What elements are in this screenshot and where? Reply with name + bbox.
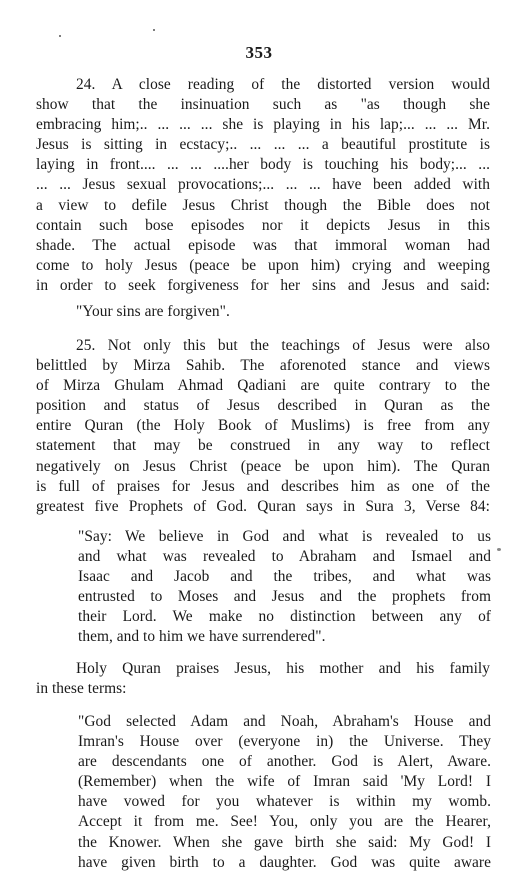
scan-speck bbox=[153, 29, 155, 31]
text-line: have vowed for you whatever is within my womb. bbox=[78, 793, 491, 811]
text-line: contain such bose episodes nor it depicts Jesus in this bbox=[36, 216, 490, 234]
quote-sura-3-verse-84 bbox=[78, 527, 491, 648]
text-line: come to holy Jesus (peace be upon him) crying and weeping bbox=[36, 256, 490, 274]
text-line: 25. Not only this but the teachings of Jesus were also bbox=[76, 337, 490, 354]
text-line: entire Quran (the Holy Book of Muslims) is free from any bbox=[36, 417, 490, 435]
paragraph-praise bbox=[36, 659, 490, 699]
text-line: of Mirza Ghulam Ahmad Qadiani are quite contrary to the bbox=[36, 377, 490, 395]
text-line: Isaac and Jacob and the tribes, and what was bbox=[78, 568, 491, 586]
text-line: in these terms: bbox=[36, 680, 127, 698]
paragraph-25 bbox=[36, 336, 490, 517]
text-line: "Say: We believe in God and what is revealed to us bbox=[78, 528, 491, 545]
text-line: and what was revealed to Abraham and Ismael and bbox=[78, 548, 491, 566]
text-line: Imran's House over (everyone in) the Universe. They bbox=[78, 733, 491, 751]
text-line: 24. A close reading of the distorted version would bbox=[76, 76, 490, 93]
text-line: in order to seek forgiveness for her sins and Jesus and said: bbox=[36, 276, 490, 294]
text-line: embracing him;.. ... ... ... she is playing in his lap;... ... ... Mr. bbox=[36, 116, 490, 134]
quote-imran bbox=[78, 712, 491, 873]
text-line: Accept it from me. See! You, only you are the Hearer, bbox=[78, 813, 491, 831]
text-line: are descendants one of another. God is Alert, Aware. bbox=[78, 753, 491, 771]
text-line: negatively on Jesus Christ (peace be upon him). The Quran bbox=[36, 457, 490, 475]
scan-speck bbox=[497, 548, 501, 551]
text-line: is full of praises for Jesus and describes him as one of the bbox=[36, 477, 490, 495]
text-line: greatest five Prophets of God. Quran says in Sura 3, Verse 84: bbox=[36, 497, 490, 515]
text-line: statement that may be construed in any way to reflect bbox=[36, 437, 490, 455]
quote-forgiven bbox=[36, 302, 490, 322]
text-line: shade. The actual episode was that immoral woman had bbox=[36, 236, 490, 254]
paragraph-24 bbox=[36, 75, 490, 296]
text-line: the Knower. When she gave birth she said: My God! I bbox=[78, 833, 491, 851]
text-line: position and status of Jesus described in Quran as the bbox=[36, 397, 490, 415]
text-line: (Remember) when the wife of Imran said 'My Lord! I bbox=[78, 773, 491, 791]
text-line: them, and to him we have surrendered". bbox=[78, 628, 326, 646]
text-line: Holy Quran praises Jesus, his mother and his family bbox=[76, 660, 490, 677]
text-line: laying in front.... ... ... ....her body is touching his body;... ... bbox=[36, 156, 490, 174]
page-number: 353 bbox=[245, 43, 273, 62]
text-line: entrusted to Moses and Jesus and the prophets from bbox=[78, 588, 491, 606]
text-line: a view to defile Jesus Christ though the Bible does not bbox=[36, 196, 490, 214]
text-line: belittled by Mirza Sahib. The aforenoted stance and views bbox=[36, 357, 490, 375]
text-line: ... ... Jesus sexual provocations;... ... ... have been added with bbox=[36, 176, 490, 194]
text-line: Jesus is sitting in ecstacy;.. ... ... ... a beautiful prostitute is bbox=[36, 136, 490, 154]
text-line: have given birth to a daughter. God was quite aware bbox=[78, 853, 491, 871]
text-line: "Your sins are forgiven". bbox=[76, 303, 230, 320]
text-line: "God selected Adam and Noah, Abraham's House and bbox=[78, 713, 491, 730]
scan-speck bbox=[59, 35, 61, 37]
text-line: show that the insinuation such as "as though she bbox=[36, 96, 490, 114]
text-line: their Lord. We make no distinction between any of bbox=[78, 608, 491, 626]
